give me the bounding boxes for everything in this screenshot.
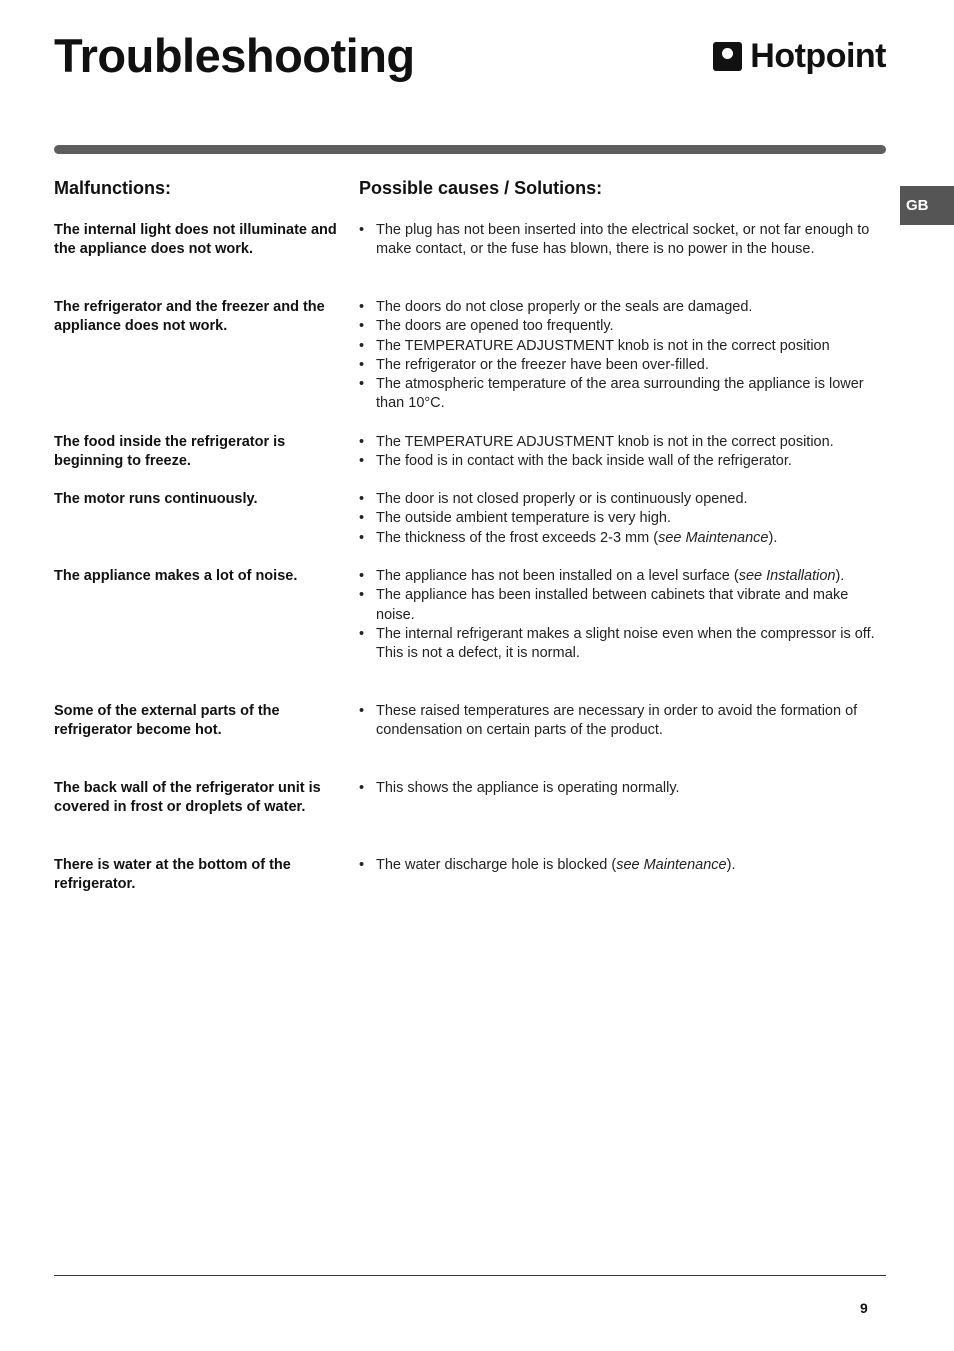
causes-heading: Possible causes / Solutions: xyxy=(359,178,603,198)
brand-name: Hotpoint xyxy=(750,36,886,75)
cause-list xyxy=(359,856,879,875)
cause-item: • The door is not closed properly or is continuously opened. xyxy=(359,490,879,509)
cause-list xyxy=(359,221,879,260)
malfunction-text: The internal light does not illuminate and the appliance does not work. xyxy=(54,222,337,258)
cause-item: • The outside ambient temperature is very high. xyxy=(359,509,879,528)
cause-list xyxy=(359,702,879,741)
header-divider xyxy=(54,145,886,154)
cause-item: • The thickness of the frost exceeds 2-3 mm (see Maintenance). xyxy=(359,529,879,548)
cause-item: • The water discharge hole is blocked (see Maintenance). xyxy=(359,856,879,875)
cause-list xyxy=(359,298,879,414)
cause-item: • The doors do not close properly or the seals are damaged. xyxy=(359,298,879,317)
cause-list xyxy=(359,779,879,798)
cause-item: • These raised temperatures are necessary in order to avoid the formation of condensation on certain parts of the product. xyxy=(359,702,879,741)
malfunction-text: There is water at the bottom of the refrigerator. xyxy=(54,857,291,893)
cause-item: • The TEMPERATURE ADJUSTMENT knob is not in the correct position. xyxy=(359,433,879,452)
hotpoint-logo-icon xyxy=(713,42,742,71)
page-title: Troubleshooting xyxy=(54,29,415,82)
cause-item: • This shows the appliance is operating normally. xyxy=(359,779,879,798)
cause-item: • The atmospheric temperature of the area surrounding the appliance is lower than 10°C. xyxy=(359,375,879,414)
malfunctions-heading: Malfunctions: xyxy=(54,178,171,198)
cause-item: • The plug has not been inserted into the electrical socket, or not far enough to make contact, or the fuse has blown, there is no power in the house. xyxy=(359,221,879,260)
malfunction-text: The refrigerator and the freezer and the appliance does not work. xyxy=(54,299,325,335)
malfunction-text: Some of the external parts of the refrigerator become hot. xyxy=(54,703,280,739)
malfunction-text: The appliance makes a lot of noise. xyxy=(54,568,298,584)
cause-item: • The appliance has not been installed on a level surface (see Installation). xyxy=(359,567,879,586)
cause-item: • The food is in contact with the back inside wall of the refrigerator. xyxy=(359,452,879,471)
cross-reference: see Maintenance xyxy=(616,857,727,873)
malfunction-text: The food inside the refrigerator is beginning to freeze. xyxy=(54,434,286,470)
cause-list xyxy=(359,490,879,548)
footer-divider xyxy=(54,1275,886,1276)
cross-reference: see Maintenance xyxy=(658,529,769,546)
page-number: 9 xyxy=(860,1300,868,1316)
language-tab-label: GB xyxy=(906,197,929,214)
cause-item: • The refrigerator or the freezer have been over-filled. xyxy=(359,356,879,375)
malfunction-text: The back wall of the refrigerator unit is covered in frost or droplets of water. xyxy=(54,780,321,816)
cause-item: • The appliance has been installed between cabinets that vibrate and make noise. xyxy=(359,586,879,625)
cause-item: • The internal refrigerant makes a slight noise even when the compressor is off. This is not a defect, it is normal. xyxy=(359,625,879,664)
language-tab xyxy=(900,186,954,225)
cause-list xyxy=(359,433,879,472)
cause-item: • The TEMPERATURE ADJUSTMENT knob is not in the correct position xyxy=(359,337,879,356)
malfunction-text: The motor runs continuously. xyxy=(54,491,258,507)
cross-reference: see Installation xyxy=(738,568,836,584)
brand-logo xyxy=(713,38,886,74)
cause-item: • The doors are opened too frequently. xyxy=(359,317,879,336)
cause-list xyxy=(359,567,879,663)
